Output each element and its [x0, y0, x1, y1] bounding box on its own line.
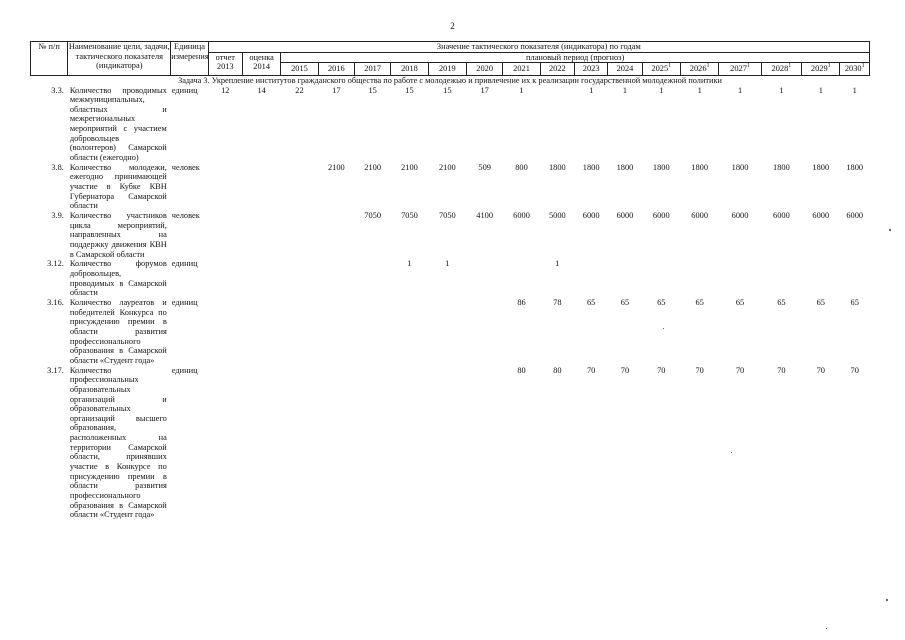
row-value: 7050	[438, 211, 456, 221]
header-name: Наименование цели, задачи, тактического показателя (индикатора)	[68, 42, 171, 76]
header-year: 2028$^1$	[761, 63, 801, 76]
row-value	[391, 298, 428, 366]
header-year: 2030$^1$	[840, 63, 870, 76]
footnote-mark: 1	[788, 63, 792, 70]
row-indicator-name: Количество участников цикла мероприятий, направленных на поддержку движения КВН в Самарской области	[69, 211, 167, 259]
row-number: 3.8.	[51, 162, 64, 172]
row-value: 1	[659, 85, 664, 95]
row-value	[354, 298, 390, 366]
row-number: 3.16.	[47, 297, 64, 307]
header-year: 2015	[281, 63, 318, 76]
footnote-mark: 1	[861, 63, 865, 70]
header-year: 2025$^1$	[642, 63, 680, 76]
row-indicator-name: Количество молодежи, ежегодно принимающей участие в Кубке КВН Губернатора Самарской области	[69, 162, 167, 211]
row-value: 2100	[327, 162, 345, 172]
header-report: отчет 2013	[208, 52, 242, 75]
row-value: 1	[519, 85, 524, 95]
row-unit: человек	[171, 211, 200, 221]
row-value: 15	[443, 85, 452, 95]
row-value	[642, 259, 680, 298]
row-value: 15	[368, 85, 377, 95]
row-value: 70	[735, 365, 745, 375]
row-value	[719, 259, 761, 298]
table-header	[31, 42, 870, 76]
row-value: 1	[852, 85, 857, 95]
header-year: 2020	[467, 63, 503, 76]
row-value: 6000	[731, 211, 749, 221]
row-value: 1	[737, 85, 743, 95]
row-value	[391, 366, 428, 521]
row-value	[540, 86, 574, 163]
row-value	[467, 298, 503, 366]
table-row	[31, 86, 870, 163]
row-value	[354, 259, 390, 298]
table-row	[31, 298, 870, 366]
row-value	[242, 259, 280, 298]
row-value: 6000	[812, 211, 830, 221]
row-value	[802, 259, 840, 298]
row-value: 1	[445, 259, 450, 269]
header-year: 2023	[575, 63, 608, 76]
scan-speck	[663, 328, 664, 329]
header-year: 2029$^1$	[802, 63, 840, 76]
row-value: 6000	[846, 211, 864, 221]
row-value: 14	[257, 85, 266, 95]
row-value: 70	[657, 365, 666, 375]
header-unit: Единица измерения	[171, 42, 208, 76]
row-value	[208, 259, 242, 298]
table-row	[31, 211, 870, 259]
row-value: 1800	[731, 162, 749, 172]
row-value: 80	[517, 365, 526, 375]
row-value: 1	[818, 85, 823, 95]
row-value: 1	[779, 85, 784, 95]
row-indicator-name: Количество лауреатов и победителей Конкурса по присуждению премии в области развития профессионального образования в Самарской области «Студент года»	[69, 297, 167, 365]
row-value: 6000	[652, 211, 670, 221]
row-value	[281, 163, 318, 211]
row-value: 6000	[513, 211, 530, 221]
row-unit: единиц	[171, 85, 198, 95]
scan-speck	[826, 628, 827, 629]
row-value: 1800	[652, 162, 670, 172]
row-indicator-name: Количество проводимых межмуниципальных, областных и межрегиональных мероприятий с участием добровольцев (волонтеров) Самарской области (ежегодно)	[69, 85, 167, 163]
row-number: 3.12.	[47, 259, 64, 269]
header-year: 2016	[318, 63, 354, 76]
table-body	[31, 75, 870, 85]
row-number: 3.3.	[51, 85, 64, 95]
header-year: 2017	[354, 63, 390, 76]
row-value	[467, 259, 503, 298]
row-value: 7050	[364, 211, 382, 221]
header-year: 2021	[503, 63, 540, 76]
scan-speck	[731, 452, 732, 453]
row-value: 2100	[364, 162, 382, 172]
row-value: 65	[735, 297, 745, 307]
row-value: 12	[221, 85, 230, 95]
row-value	[281, 366, 318, 521]
row-value: 80	[553, 365, 562, 375]
row-value	[318, 298, 354, 366]
row-value	[680, 259, 718, 298]
row-value	[467, 366, 503, 521]
row-value	[208, 163, 242, 211]
row-value: 7050	[401, 211, 418, 221]
row-value	[428, 366, 466, 521]
table-row	[31, 163, 870, 211]
row-value: 65	[816, 297, 825, 307]
row-unit: единиц	[171, 297, 198, 307]
row-number: 3.9.	[51, 211, 64, 221]
row-value: 4100	[476, 211, 494, 221]
footnote-mark: 1	[827, 63, 831, 70]
row-value	[242, 163, 280, 211]
header-year: 2019	[428, 63, 466, 76]
row-value	[575, 259, 608, 298]
row-value: 1800	[846, 162, 864, 172]
header-year: 2018	[391, 63, 428, 76]
footnote-mark: 1	[668, 63, 672, 70]
row-value: 70	[850, 365, 859, 375]
row-value: 78	[553, 297, 562, 307]
row-value: 509	[478, 162, 491, 172]
header-year: 2027$^1$	[719, 63, 761, 76]
row-value: 1	[407, 259, 412, 269]
row-value	[354, 366, 390, 521]
row-value: 6000	[616, 211, 634, 221]
row-value: 22	[295, 85, 304, 95]
row-value	[318, 259, 354, 298]
header-year: 2024	[608, 63, 642, 76]
header-plan: плановый период (прогноз)	[281, 52, 870, 63]
header-estimate: оценка 2014	[242, 52, 280, 75]
row-value: 800	[515, 162, 528, 172]
row-value: 65	[777, 297, 786, 307]
row-value: 65	[850, 297, 859, 307]
row-value: 2100	[401, 162, 418, 172]
row-value	[318, 366, 354, 521]
row-value	[761, 259, 801, 298]
row-value	[281, 298, 318, 366]
row-number: 3.17.	[47, 365, 64, 375]
row-value: 1800	[812, 162, 830, 172]
row-value	[281, 211, 318, 259]
row-unit: единиц	[171, 259, 198, 269]
row-value: 70	[586, 365, 596, 375]
row-indicator-name: Количество форумов добровольцев, проводимых в Самарской области	[69, 259, 167, 298]
task-title: Задача 3. Укрепление институтов гражданского общества по работе с молодежью и привлечение их к реализации государственной молодежной политики	[178, 75, 722, 85]
row-value: 1	[589, 85, 594, 95]
row-value: 1	[622, 85, 628, 95]
row-value	[503, 259, 540, 298]
row-value: 1800	[691, 162, 709, 172]
row-value: 70	[620, 365, 630, 375]
header-year: 2026$^1$	[680, 63, 718, 76]
row-value: 1800	[616, 162, 634, 172]
row-unit: единиц	[171, 365, 198, 375]
row-value	[208, 211, 242, 259]
row-unit: человек	[171, 162, 200, 172]
rows-body	[31, 86, 870, 521]
row-value: 1800	[548, 162, 566, 172]
row-value	[281, 259, 318, 298]
row-value: 15	[405, 85, 414, 95]
row-value: 65	[586, 297, 596, 307]
row-value: 1800	[582, 162, 600, 172]
row-value: 65	[657, 297, 666, 307]
row-indicator-name: Количество профессиональных образовательных организаций и образовательных организаций высшего образования, расположенных на территории Самарской области, принявших участие в Конкурсе по присуждению премии в области развития профессионального образования в Самарской области «Студент года»	[69, 365, 167, 520]
row-value: 70	[816, 365, 825, 375]
row-value: 65	[695, 297, 704, 307]
row-value: 70	[777, 365, 786, 375]
table-row	[31, 366, 870, 521]
row-value	[242, 211, 280, 259]
row-value: 17	[480, 85, 489, 95]
scan-speck	[889, 229, 891, 231]
page-number: 2	[450, 21, 455, 31]
footnote-mark: 1	[706, 63, 710, 70]
row-value: 6000	[691, 211, 709, 221]
row-value: 6000	[582, 211, 600, 221]
row-value: 17	[332, 85, 341, 95]
row-value	[840, 259, 870, 298]
header-num: № п/п	[31, 42, 68, 76]
row-value: 5000	[548, 211, 566, 221]
row-value: 2100	[438, 162, 456, 172]
row-value	[208, 298, 242, 366]
indicator-table	[30, 41, 870, 520]
table-row	[31, 259, 870, 298]
scan-speck	[886, 599, 888, 601]
row-value	[608, 259, 642, 298]
footnote-mark: 1	[746, 63, 750, 70]
row-value	[318, 211, 354, 259]
row-value: 6000	[773, 211, 790, 221]
row-value: 70	[695, 365, 704, 375]
header-year: 2022	[540, 63, 574, 76]
row-value	[242, 366, 280, 521]
row-value: 86	[517, 297, 526, 307]
row-value: 1	[697, 85, 702, 95]
header-values: Значение тактического показателя (индикатора) по годам	[208, 42, 869, 53]
row-value: 1800	[773, 162, 790, 172]
row-value	[208, 366, 242, 521]
row-value: 1	[555, 259, 560, 269]
row-value	[428, 298, 466, 366]
row-value	[242, 298, 280, 366]
row-value: 65	[620, 297, 630, 307]
